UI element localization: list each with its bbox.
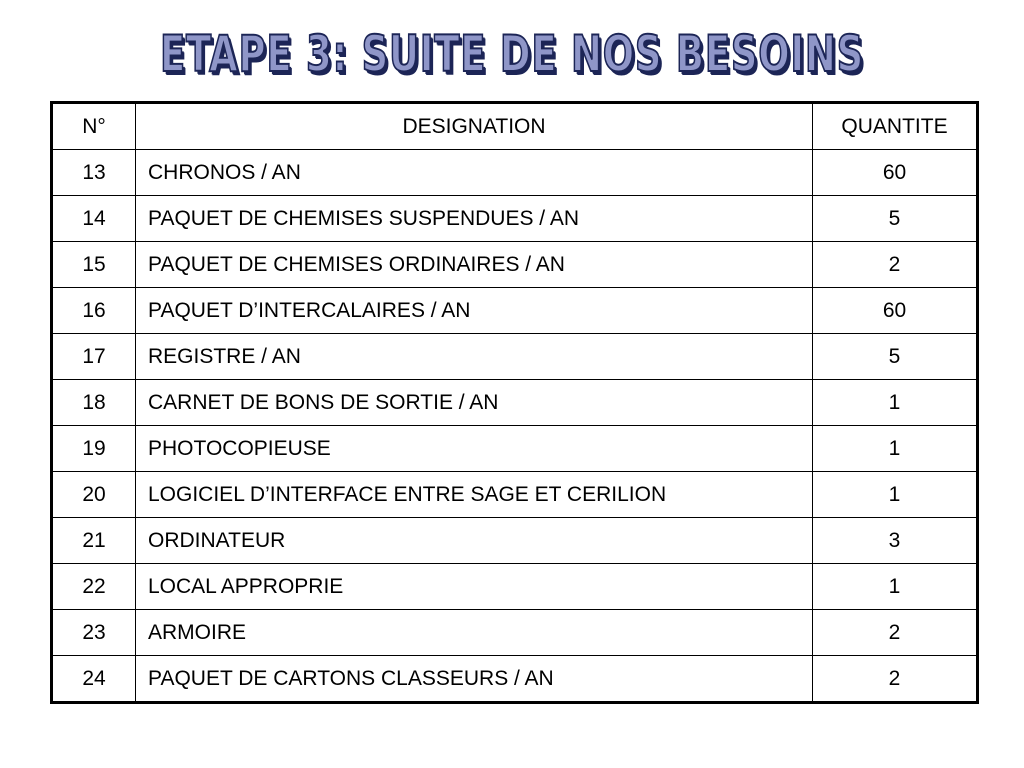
cell-number: 17 xyxy=(52,334,136,380)
cell-number: 22 xyxy=(52,564,136,610)
cell-number: 14 xyxy=(52,196,136,242)
needs-table xyxy=(50,101,979,704)
needs-table-container xyxy=(50,101,974,704)
cell-designation: PHOTOCOPIEUSE xyxy=(136,426,813,472)
table-row xyxy=(52,288,978,334)
cell-designation: LOCAL APPROPRIE xyxy=(136,564,813,610)
cell-designation: PAQUET D’INTERCALAIRES / AN xyxy=(136,288,813,334)
cell-designation: CHRONOS / AN xyxy=(136,150,813,196)
header-designation: DESIGNATION xyxy=(136,103,813,150)
cell-quantity: 2 xyxy=(813,242,978,288)
cell-quantity: 1 xyxy=(813,426,978,472)
table-header-row xyxy=(52,103,978,150)
table-body xyxy=(52,150,978,703)
cell-number: 16 xyxy=(52,288,136,334)
table-row xyxy=(52,380,978,426)
table-row xyxy=(52,426,978,472)
cell-quantity: 5 xyxy=(813,334,978,380)
table-row xyxy=(52,150,978,196)
header-quantity: QUANTITE xyxy=(813,103,978,150)
cell-number: 19 xyxy=(52,426,136,472)
cell-number: 23 xyxy=(52,610,136,656)
cell-designation: LOGICIEL D’INTERFACE ENTRE SAGE ET CERILION xyxy=(136,472,813,518)
table-row xyxy=(52,518,978,564)
cell-number: 20 xyxy=(52,472,136,518)
cell-designation: REGISTRE / AN xyxy=(136,334,813,380)
cell-quantity: 2 xyxy=(813,656,978,703)
table-row xyxy=(52,564,978,610)
cell-number: 15 xyxy=(52,242,136,288)
cell-number: 18 xyxy=(52,380,136,426)
cell-designation: PAQUET DE CHEMISES ORDINAIRES / AN xyxy=(136,242,813,288)
cell-quantity: 1 xyxy=(813,472,978,518)
cell-designation: PAQUET DE CHEMISES SUSPENDUES / AN xyxy=(136,196,813,242)
table-row xyxy=(52,196,978,242)
cell-designation: ORDINATEUR xyxy=(136,518,813,564)
cell-quantity: 1 xyxy=(813,380,978,426)
cell-quantity: 2 xyxy=(813,610,978,656)
slide-title: ETAPE 3: SUITE DE NOS BESOINS xyxy=(159,25,865,83)
cell-quantity: 60 xyxy=(813,150,978,196)
cell-number: 21 xyxy=(52,518,136,564)
table-row xyxy=(52,472,978,518)
cell-quantity: 5 xyxy=(813,196,978,242)
cell-quantity: 1 xyxy=(813,564,978,610)
cell-number: 13 xyxy=(52,150,136,196)
table-row xyxy=(52,242,978,288)
cell-quantity: 3 xyxy=(813,518,978,564)
table-row xyxy=(52,334,978,380)
cell-designation: PAQUET DE CARTONS CLASSEURS / AN xyxy=(136,656,813,703)
cell-designation: ARMOIRE xyxy=(136,610,813,656)
header-number: N° xyxy=(52,103,136,150)
cell-quantity: 60 xyxy=(813,288,978,334)
cell-designation: CARNET DE BONS DE SORTIE / AN xyxy=(136,380,813,426)
table-row xyxy=(52,656,978,703)
cell-number: 24 xyxy=(52,656,136,703)
table-row xyxy=(52,610,978,656)
